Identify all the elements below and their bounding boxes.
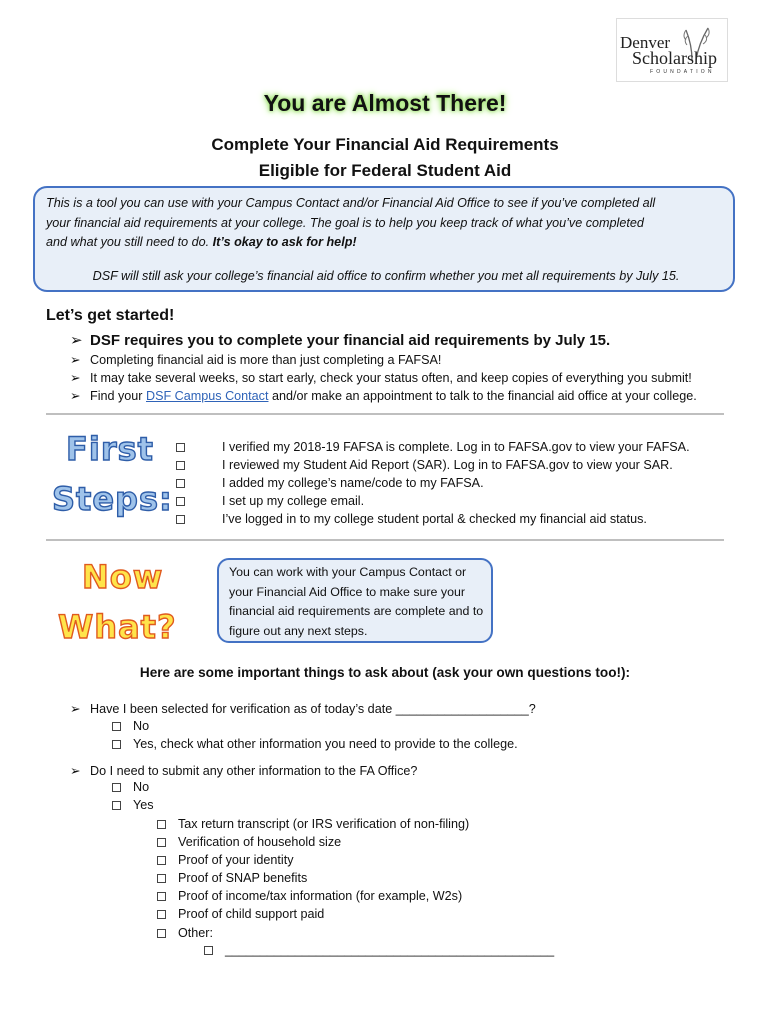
arrow-bullet-icon: ➢ — [70, 371, 81, 385]
arrow-bullet-icon: ➢ — [70, 353, 81, 367]
dsf-campus-contact-link[interactable]: DSF Campus Contact — [146, 389, 269, 403]
checkbox[interactable] — [176, 515, 185, 524]
arrow-bullet-icon: ➢ — [70, 764, 81, 778]
checkbox[interactable] — [157, 856, 166, 865]
document-option: Verification of household size — [157, 835, 341, 849]
arrow-bullet-icon: ➢ — [70, 389, 81, 403]
checkbox[interactable] — [157, 838, 166, 847]
tip-text: You can work with your Campus Contact or your Financial Aid Office to make sure your financial aid requirements are complete and to figure out any next steps. — [229, 565, 484, 638]
list-item: ➢ Completing financial aid is more than just completing a FAFSA! — [70, 353, 442, 367]
checkbox[interactable] — [157, 892, 166, 901]
intro-line: and what you still need to do. It’s okay to ask for help! — [46, 235, 357, 249]
intro-deadline-note: DSF will still ask your college’s financial aid office to confirm whether you met all requirements by July 15. — [92, 269, 680, 283]
option-item: No — [112, 719, 149, 733]
first-steps-title-word1: First — [66, 430, 154, 468]
page-title: You are Almost There! — [263, 90, 507, 116]
intro-line: your financial aid requirements at your college. The goal is to help you keep track of what you’ve completed — [46, 215, 644, 230]
checklist-item: I added my college’s name/code to my FAFSA. — [176, 476, 484, 490]
divider — [46, 413, 724, 415]
questions-heading: Here are some important things to ask about (ask your own questions too!): — [139, 665, 631, 680]
intro-text — [46, 194, 726, 253]
checkbox[interactable] — [157, 910, 166, 919]
document-option: Proof of SNAP benefits — [157, 871, 307, 885]
section-heading-started: Let’s get started! — [46, 307, 175, 324]
arrow-bullet-icon: ➢ — [70, 702, 81, 716]
checkbox[interactable] — [112, 740, 121, 749]
checklist-item: I reviewed my Student Aid Report (SAR). Log in to FAFSA.gov to view your SAR. — [176, 458, 673, 472]
list-item: ➢ It may take several weeks, so start early, check your status often, and keep copies of everything you submit! — [70, 371, 692, 385]
page-subtitle: Complete Your Financial Aid Requirements — [211, 135, 559, 154]
checkbox[interactable] — [157, 820, 166, 829]
checkbox[interactable] — [204, 946, 213, 955]
question-verification: ➢ Have I been selected for verification as of today’s date ___________________? — [70, 702, 536, 716]
checkbox[interactable] — [112, 722, 121, 731]
document-option: Tax return transcript (or IRS verification of non-filing) — [157, 817, 469, 831]
checklist-item: I’ve logged in to my college student portal & checked my financial aid status. — [176, 512, 647, 526]
option-item: Yes — [112, 798, 154, 812]
checkbox[interactable] — [112, 783, 121, 792]
question-other-info: ➢ Do I need to submit any other information to the FA Office? — [70, 764, 418, 778]
checkbox[interactable] — [157, 929, 166, 938]
checkbox[interactable] — [157, 874, 166, 883]
document-option: Other: — [157, 926, 213, 940]
other-blank[interactable]: _______________________________________________ — [225, 943, 555, 957]
option-item: Yes, check what other information you need to provide to the college. — [112, 737, 518, 751]
first-steps-title-word2: Steps: — [52, 480, 173, 518]
checkbox[interactable] — [176, 479, 185, 488]
page-subtitle-2: Eligible for Federal Student Aid — [258, 161, 512, 180]
checkbox[interactable] — [112, 801, 121, 810]
document-option: Proof of income/tax information (for example, W2s) — [157, 889, 462, 903]
document-option: Proof of child support paid — [157, 907, 324, 921]
checkbox[interactable] — [176, 443, 185, 452]
intro-line: This is a tool you can use with your Campus Contact and/or Financial Aid Office to see if you’ve completed all — [46, 196, 656, 210]
list-item: ➢ Find your DSF Campus Contact and/or make an appointment to talk to the financial aid office at your college. — [70, 389, 697, 403]
checklist-item: I set up my college email. — [176, 494, 364, 508]
divider — [46, 539, 724, 541]
arrow-bullet-icon: ➢ — [70, 332, 83, 349]
now-what-title-word1: Now — [82, 558, 164, 596]
checkbox[interactable] — [176, 497, 185, 506]
checklist-item: I verified my 2018-19 FAFSA is complete. Log in to FAFSA.gov to view your FAFSA. — [176, 440, 690, 454]
document-option: Proof of your identity — [157, 853, 294, 867]
option-item: No — [112, 780, 149, 794]
logo-text-foundation: FOUNDATION — [650, 69, 715, 75]
intro-emphasis: It’s okay to ask for help! — [212, 235, 357, 249]
logo-text-denver: Denver — [620, 33, 671, 52]
checkbox[interactable] — [176, 461, 185, 470]
logo-text-scholarship: Scholarship — [632, 48, 717, 68]
list-item: ➢ DSF requires you to complete your financial aid requirements by July 15. — [70, 332, 611, 349]
other-input-line — [204, 943, 554, 957]
now-what-title-word2: What? — [58, 608, 177, 646]
